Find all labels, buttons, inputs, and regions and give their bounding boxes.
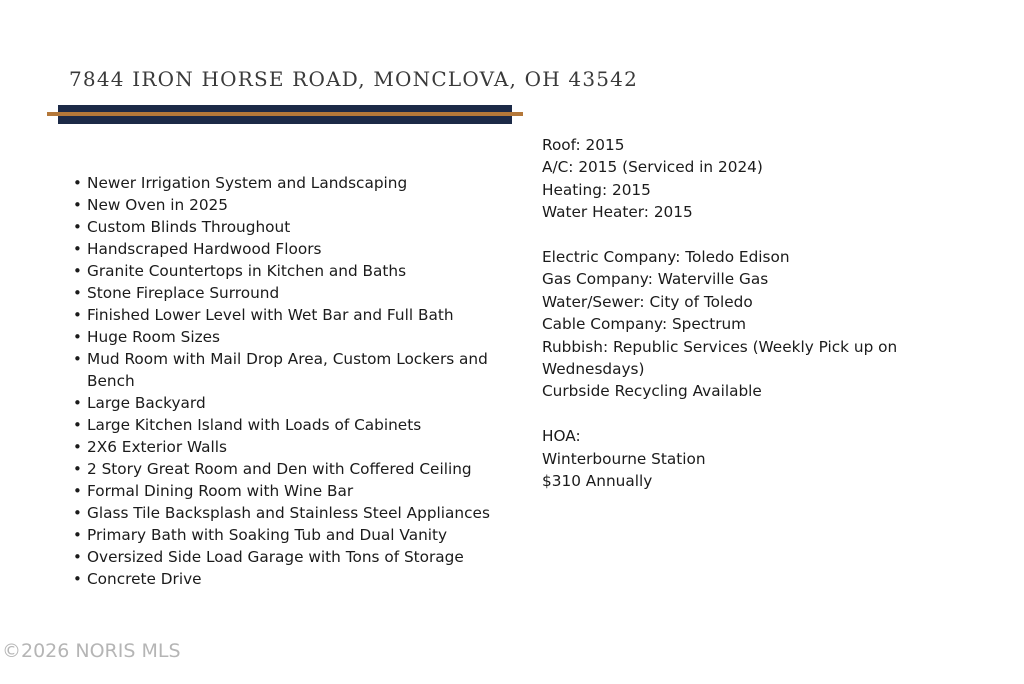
cable-company: Cable Company: Spectrum: [542, 315, 747, 334]
list-item: • Huge Room Sizes: [73, 328, 220, 346]
list-item: • Granite Countertops in Kitchen and Baths: [73, 262, 407, 280]
bullet-icon: •: [73, 262, 82, 280]
bullet-icon: •: [73, 240, 82, 258]
water-sewer: Water/Sewer: City of Toledo: [542, 292, 753, 311]
water-heater-detail: Water Heater: 2015: [542, 203, 693, 222]
bullet-icon: •: [73, 394, 82, 412]
list-item: • Mud Room with Mail Drop Area, Custom Lockers and Bench: [73, 350, 488, 390]
ac-detail: A/C: 2015 (Serviced in 2024): [542, 158, 763, 177]
list-item: • Primary Bath with Soaking Tub and Dual Vanity: [73, 526, 448, 544]
title-accent-line: [47, 112, 523, 116]
hoa-fee: $310 Annually: [542, 472, 653, 491]
heating-detail: Heating: 2015: [542, 180, 651, 199]
list-item: • Finished Lower Level with Wet Bar and Full Bath: [73, 306, 454, 324]
bullet-icon: •: [73, 284, 82, 302]
bullet-icon: •: [73, 526, 82, 544]
bullet-icon: •: [73, 218, 82, 236]
bullet-icon: •: [73, 570, 82, 588]
bullet-icon: •: [73, 196, 82, 214]
electric-company: Electric Company: Toledo Edison: [542, 248, 790, 267]
spacer: [542, 403, 942, 425]
list-item: • 2 Story Great Room and Den with Coffered Ceiling: [73, 460, 472, 478]
bullet-icon: •: [73, 328, 82, 346]
list-item: • Concrete Drive: [73, 570, 202, 588]
bullet-icon: •: [73, 504, 82, 522]
list-item: • Oversized Side Load Garage with Tons of Storage: [73, 548, 464, 566]
list-item: • Glass Tile Backsplash and Stainless Steel Appliances: [73, 504, 490, 522]
mls-watermark: ©2026 NORIS MLS: [2, 640, 181, 662]
list-item: • Custom Blinds Throughout: [73, 218, 291, 236]
list-item: • Stone Fireplace Surround: [73, 284, 280, 302]
bullet-icon: •: [73, 548, 82, 566]
bullet-icon: •: [73, 306, 82, 324]
spacer: [542, 224, 942, 246]
bullet-icon: •: [73, 482, 82, 500]
list-item: • Large Backyard: [73, 394, 206, 412]
page-title: 7844 IRON HORSE ROAD, MONCLOVA, OH 43542: [69, 67, 639, 91]
list-item: • Newer Irrigation System and Landscaping: [73, 174, 408, 192]
roof-detail: Roof: 2015: [542, 136, 625, 154]
property-details: [542, 134, 942, 492]
bullet-icon: •: [73, 460, 82, 478]
list-item: • Handscraped Hardwood Floors: [73, 240, 322, 258]
bullet-icon: •: [73, 416, 82, 434]
rubbish-service: Rubbish: Republic Services (Weekly Pick up on Wednesdays): [542, 337, 898, 379]
bullet-icon: •: [73, 350, 82, 368]
hoa-name: Winterbourne Station: [542, 449, 706, 468]
list-item: • New Oven in 2025: [73, 196, 229, 214]
hoa-label: HOA:: [542, 427, 581, 446]
features-list: [70, 172, 490, 590]
bullet-icon: •: [73, 174, 82, 192]
bullet-icon: •: [73, 438, 82, 456]
gas-company: Gas Company: Waterville Gas: [542, 270, 769, 289]
recycling: Curbside Recycling Available: [542, 382, 762, 401]
list-item: • 2X6 Exterior Walls: [73, 438, 227, 456]
list-item: • Large Kitchen Island with Loads of Cabinets: [73, 416, 422, 434]
list-item: • Formal Dining Room with Wine Bar: [73, 482, 354, 500]
